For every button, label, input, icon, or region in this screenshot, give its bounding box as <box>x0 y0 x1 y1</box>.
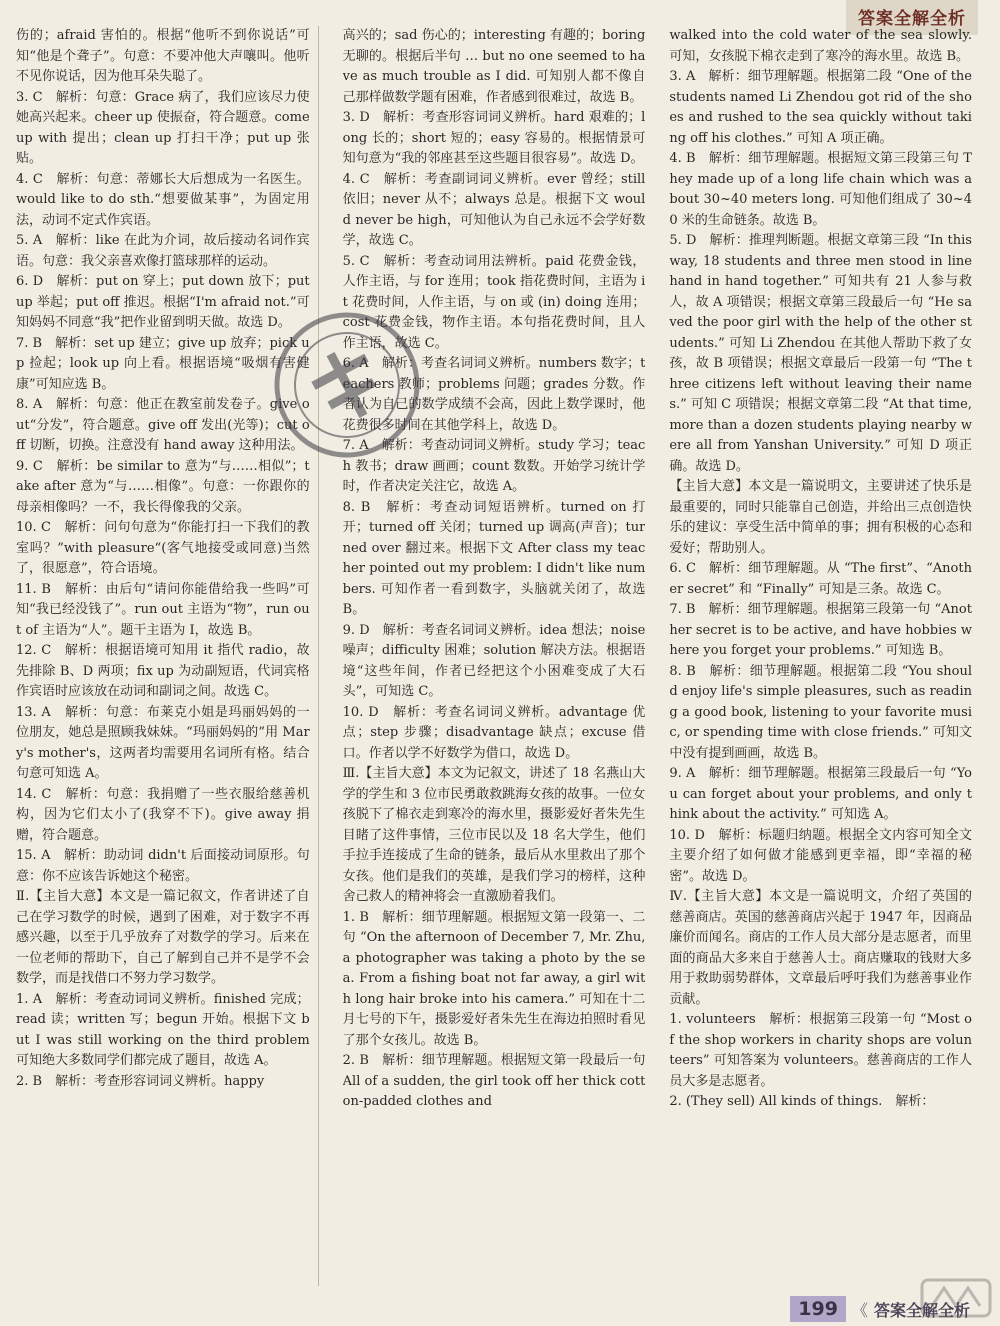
answer-paragraph: 7. A 解析：考查动词词义辨析。study 学习；teach 教书；draw 画画；count 数数。开始学习统计学时，作者决定关注它，故选 A。 <box>342 438 646 494</box>
answer-paragraph: 6. A 解析：考查名词词义辨析。numbers 数字；teachers 教师；problems 问题；grades 分数。作者认为自己的数学成绩不会高，因此上数学课时，他花费很多时间在其他学科上，故选 D。 <box>342 356 646 433</box>
column-middle <box>343 26 646 1286</box>
answer-paragraph: 8. B 解析：考查动词短语辨析。turned on 打开；turned off 关闭；turned up 调高(声音)；turned over 翻过来。根据下文 After class my teacher pointed out my problem: I didn't like numbers. 可知作者一看到数字，头脑就关闭了，故选 B。 <box>342 499 646 617</box>
answer-paragraph: 4. B 解析：细节理解题。根据短文第三段第三句 They made up of a long life chain which was about 30~40 meters long. 可知他们组成了 30~40 米的生命链条。故选 B。 <box>669 151 972 228</box>
answer-paragraph: 1. volunteers 解析：根据第三段第一句 “Most of the shop workers in charity shops are volunteers” 可知答案为 volunteers。慈善商店的工作人员大多是志愿者。 <box>669 1012 972 1089</box>
answer-paragraph: 1. A 解析：考查动词词义辨析。finished 完成；read 读；written 写；begun 开始。根据下文 but I was still working on the third problem 可知绝大多数同学们都完成了题目，故选 A。 <box>16 991 310 1068</box>
answer-paragraph: 3. D 解析：考查形容词词义辨析。hard 艰难的；long 长的；short 短的；easy 容易的。根据情景可知句意为“我的邻座甚至这些题目很容易”。故选 D。 <box>342 110 646 166</box>
answer-paragraph: 9. D 解析：考查名词词义辨析。idea 想法；noise 噪声；difficulty 困难；solution 解决方法。根据语境“这些年间，作者已经把这个小困难变成了大石头”，可知选 C。 <box>342 622 646 699</box>
answer-paragraph: 15. A 解析：助动词 didn't 后面接动词原形。句意：你不应该告诉她这个秘密。 <box>16 848 310 884</box>
answer-paragraph: 8. A 解析：句意：他正在教室前发卷子。give out“分发”，符合题意。give off 发出(光等)；cut off 切断，切换。注意没有 hand away 这种用法。 <box>16 397 310 453</box>
answer-paragraph: 12. C 解析：根据语境可知用 it 指代 radio，故先排除 B、D 两项；fix up 为动副短语，代词宾格作宾语时应该放在动词和副词之间。故选 C。 <box>16 643 310 699</box>
column-right <box>669 26 972 1286</box>
header-tag: 答案全解全析 <box>846 0 978 35</box>
column-left <box>16 26 319 1286</box>
page-number: 199 <box>790 1296 846 1322</box>
answer-paragraph: 5. A 解析：like 在此为介词，故后接动名词作宾语。句意：我父亲喜欢像打篮球那样的运动。 <box>16 233 310 269</box>
answer-paragraph: 5. D 解析：推理判断题。根据文章第三段 “In this way, 18 students and three men stood in line hand in hand together.” 可知共有 21 人参与救人，故 A 项错误；根据文章第三段最后一句 “He saved the poor girl with the help of the other students.” 可知 Li Zhendou 在其他人帮助下救了女孩，故 B 项错误；根据文章最后一段第一句 “The three citizens left without leaving their names.” 可知 C 项错误；根据文章第二段 “At that time, more than a dozen students playing nearby were all from Yanshan University.” 可知 D 项正确。故选 D。 <box>669 233 972 474</box>
answer-paragraph: 3. C 解析：句意：Grace 病了，我们应该尽力使她高兴起来。cheer up 使振奋，符合题意。come up with 提出；clean up 打扫干净；put up 张贴。 <box>16 89 310 166</box>
answer-paragraph: 9. C 解析：be similar to 意为“与……相似”；take after 意为“与……相像”。句意：一你跟你的母亲相像吗？一不，我长得像我的父亲。 <box>16 458 310 515</box>
answer-paragraph: 2. (They sell) All kinds of things. 解析： <box>669 1094 935 1109</box>
answer-paragraph: 7. B 解析：细节理解题。根据第三段第一句 “Another secret is to be active, and have hobbies where you forget your problems.” 可知选 B。 <box>669 602 972 658</box>
answer-paragraph: 13. A 解析：句意：布莱克小姐是玛丽妈妈的一位朋友，她总是照顾我妹妹。“玛丽妈妈的”用 Mary's mother's，这两者均需要用名词所有格。结合句意可知选 A。 <box>16 704 310 781</box>
answer-paragraph: walked into the cold water of the sea slowly. 可知，女孩脱下棉衣走到了寒冷的海水里。故选 B。 <box>669 28 972 64</box>
answer-paragraph: 1. B 解析：细节理解题。根据短文第一段第一、二句 “On the afternoon of December 7, Mr. Zhu, a photographer was taking a photo by the sea. From a fishing boat not far away, a girl with long hair broke into his camera.” 可知在十二月七号的下午，摄影爱好者朱先生在海边拍照时看见了那个女孩儿。故选 B。 <box>342 909 646 1048</box>
answer-paragraph: 2. B 解析：考查形容词词义辨析。happy <box>16 1073 265 1089</box>
answer-columns <box>16 26 972 1286</box>
answer-paragraph: 【主旨大意】本文是一篇说明文，主要讲述了快乐是最重要的，同时只能靠自己创造，并给出三点创造快乐的建议：享受生活中简单的事；拥有积极的心态和爱好；帮助别人。 <box>669 479 972 556</box>
answer-paragraph: 10. C 解析：问句句意为“你能打扫一下我们的教室吗？”with pleasure“(客气地接受或同意)当然了，很愿意”，符合语境。 <box>16 520 310 576</box>
answer-paragraph: 伤的；afraid 害怕的。根据“他听不到你说话”可知“他是个聋子”。句意：不要冲他大声嚷叫。他听不见你说话，因为他耳朵失聪了。 <box>16 28 310 84</box>
answer-paragraph: 2. B 解析：细节理解题。根据短文第一段最后一句 All of a sudden, the girl took off her thick cotton-padded clothes and <box>342 1053 646 1109</box>
answer-paragraph: 10. D 解析：标题归纳题。根据全文内容可知全文主要介绍了如何做才能感到更幸福，即“幸福的秘密”。故选 D。 <box>669 827 972 884</box>
answer-paragraph: 10. D 解析：考查名词词义辨析。advantage 优点；step 步骤；disadvantage 缺点；excuse 借口。作者以学不好数学为借口，故选 D。 <box>342 704 646 761</box>
answer-paragraph: Ⅱ.【主旨大意】本文是一篇记叙文，作者讲述了自己在学习数学的时候，遇到了困难，对于数字不再感兴趣，以至于几乎放弃了对数学的学习。后来在一位老师的帮助下，自己了解到自己并不是学不会数学，而是找借口不努力学习数学。 <box>16 889 310 986</box>
answer-paragraph: 4. C 解析：句意：蒂娜长大后想成为一名医生。would like to do sth.“想要做某事”，为固定用法，动词不定式作宾语。 <box>16 171 310 228</box>
footer-title: 答案全解全析 <box>873 1300 970 1320</box>
footer-arrows: 《 <box>851 1300 868 1320</box>
answer-paragraph: 9. A 解析：细节理解题。根据第三段最后一句 “You can forget about your problems, and only think about the activity.” 可知选 A。 <box>669 766 972 822</box>
answer-paragraph: 14. C 解析：句意：我捐赠了一些衣服给慈善机构，因为它们太小了(我穿不下)。give away 捐赠，符合题意。 <box>16 786 310 843</box>
answer-paragraph: 11. B 解析：由后句“请问你能借给我一些吗”可知“我已经没钱了”。run out 主语为“物”，run out of 主语为“人”。题干主语为 I，故选 B。 <box>16 581 310 638</box>
answer-paragraph: Ⅲ.【主旨大意】本文为记叙文，讲述了 18 名燕山大学的学生和 3 位市民勇敢救跳海女孩的故事。一位女孩脱下了棉衣走到寒冷的海水里，摄影爱好者朱先生目睹了这件事情，三位市民以及 18 名大学生，他们手拉手连接成了生命的链条，最后从水里救出了那个女孩。他们是我们的英雄，是我们学习的榜样，这种舍己救人的精神将会一直激励着我们。 <box>342 766 646 904</box>
answer-paragraph: 6. C 解析：细节理解题。从 “The first”、“Another secret” 和 “Finally” 可知是三条。故选 C。 <box>669 561 972 597</box>
answer-paragraph: 6. D 解析：put on 穿上；put down 放下；put up 举起；put off 推迟。根据“I'm afraid not.”可知妈妈不同意“我”把作业留到明天做。故选 D。 <box>16 274 310 330</box>
answer-paragraph: 5. C 解析：考查动词用法辨析。paid 花费金钱，人作主语，与 for 连用；took 指花费时间，主语为 it 花费时间，人作主语，与 on 或 (in) doing 连用；cost 花费金钱，物作主语。本句指花费时间，且人作主语，故选 C。 <box>342 253 646 351</box>
answer-paragraph: 8. B 解析：细节理解题。根据第二段 “You should enjoy life's simple pleasures, such as reading a good book, listening to your favorite music, or spending time with close friends.” 可知文中没有提到画画，故选 B。 <box>669 663 972 761</box>
answer-paragraph: 4. C 解析：考查副词词义辨析。ever 曾经；still 依旧；never 从不；always 总是。根据下文 would never be high，可知他认为自己永远不会学好数学，故选 C。 <box>342 171 646 248</box>
answer-paragraph: 高兴的；sad 伤心的；interesting 有趣的；boring 无聊的。根据后半句 … but no one seemed to have as much trouble as I did. 可知别人都不像自己那样做数学题有困难，作者感到很难过，故选 B。 <box>342 28 646 105</box>
answer-paragraph: 7. B 解析：set up 建立；give up 放弃；pick up 捡起；look up 向上看。根据语境“吸烟有害健康”可知应选 B。 <box>16 335 310 392</box>
answer-paragraph: 3. A 解析：细节理解题。根据第二段 “One of the students named Li Zhendou got rid of the shoes and rushed to the sea quickly without taking off his clothes.” 可知 A 项正确。 <box>669 69 972 146</box>
answer-paragraph: Ⅳ.【主旨大意】本文是一篇说明文，介绍了英国的慈善商店。英国的慈善商店兴起于 1947 年，因商品廉价而闻名。商店的工作人员大部分是志愿者，而里面的商品大多来自于慈善人士。商店赚取的钱财大多用于救助弱势群体，文章最后呼吁我们为慈善事业作贡献。 <box>669 889 972 1007</box>
site-logo-watermark <box>920 1276 992 1320</box>
